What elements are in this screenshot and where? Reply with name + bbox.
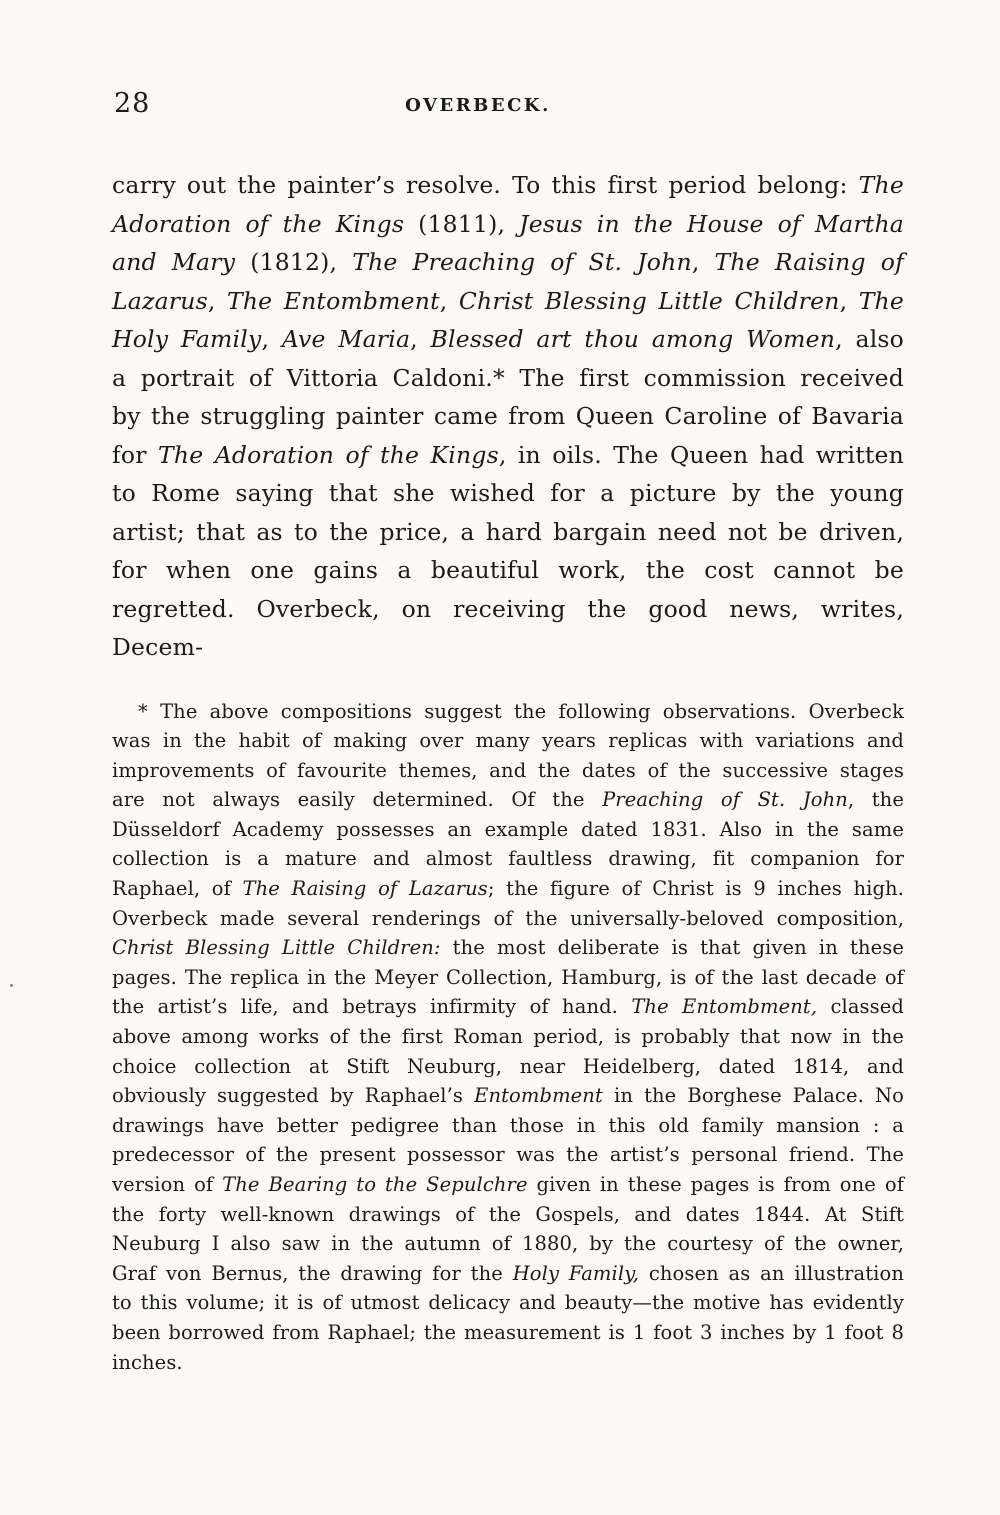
text-run: , in oils. The Queen had written to Rome saying that she wished for a picture by the young artist; that as to the price, a hard bargain need not be driven, for when one gains a beautiful work, the cost cannot be regretted. Overbeck, on receiving the good news, writes, Decem- bbox=[112, 440, 904, 661]
text-run: * The above compositions suggest the following observations. Overbeck was in the habit of making over many years replicas with variations and improvements of favourite themes, and the dates of the successive stages are not always easily determined. Of the bbox=[112, 699, 904, 812]
footnote-paragraph bbox=[112, 697, 904, 1378]
italic-text-run: The Bearing to the Sepulchre bbox=[222, 1173, 528, 1196]
text-run: , bbox=[207, 286, 227, 315]
italic-text-run: Preaching of St. John bbox=[602, 788, 848, 812]
italic-text-run: Christ Blessing Little Children bbox=[458, 286, 840, 315]
italic-text-run: Christ Blessing Little Children: bbox=[112, 936, 441, 960]
text-run: the most deliberate is that given in these pages. The replica in the Meyer Collection, Hamburg, is of the last decade of the artist’s life, and betrays infirmity of hand. bbox=[112, 936, 905, 1019]
text-run: , bbox=[410, 325, 431, 353]
text-run: (1811), bbox=[404, 209, 520, 238]
text-run: , bbox=[261, 325, 282, 353]
italic-text-run: The Entombment, bbox=[631, 995, 818, 1019]
italic-text-run: Blessed art thou among Women bbox=[430, 325, 836, 353]
text-run: , bbox=[839, 286, 859, 315]
italic-text-run: Holy Family, bbox=[512, 1261, 640, 1285]
italic-text-run: The Entombment bbox=[226, 286, 440, 315]
text-run: , bbox=[691, 248, 715, 276]
text-run: classed above among works of the first Roman period, is probably that now in the choice collection at Stift Neuburg, near Heidelberg, dated 1814, and obviously suggested by Raphael’s bbox=[112, 995, 904, 1108]
running-head: OVERBECK. bbox=[405, 95, 551, 116]
text-run: carry out the painter’s resolve. To this first period belong: bbox=[112, 171, 859, 199]
text-run: , the Düsseldorf Academy possesses an example dated 1831. Also in the same collection is a mature and almost faultless drawing, fit companion for Raphael, of bbox=[112, 788, 904, 901]
italic-text-run: The Raising of Lazarus bbox=[242, 877, 488, 901]
text-run: ; the figure of Christ is 9 inches high. Overbeck made several renderings of the universally-beloved composition, bbox=[112, 877, 905, 930]
text-run: (1812), bbox=[235, 248, 353, 276]
italic-text-run: The Raising of Lazarus bbox=[112, 248, 905, 315]
italic-text-run: The Adoration of the Kings bbox=[112, 171, 904, 238]
italic-text-run: Jesus in the House of Martha and Mary bbox=[112, 209, 904, 276]
main-paragraph bbox=[112, 166, 904, 667]
text-run: in the Borghese Palace. No drawings have better pedigree than those in this old family mansion : a predecessor of the present possessor was the artist’s personal friend. The version of bbox=[112, 1084, 904, 1196]
italic-text-run: Ave Maria bbox=[281, 325, 411, 353]
text-run: , also a portrait of Vittoria Caldoni.* The first commission received by the struggling painter came from Queen Caroline of Bavaria for bbox=[112, 325, 905, 469]
scan-speck bbox=[10, 984, 13, 987]
text-run: , bbox=[439, 286, 459, 315]
italic-text-run: The Holy Family bbox=[112, 286, 905, 353]
text-run: given in these pages is from one of the forty well-known drawings of the Gospels, and dates 1844. At Stift Neuburg I also saw in the autumn of 1880, by the courtesy of the owner, Graf von Bernus, the drawing for the bbox=[112, 1173, 905, 1285]
page-number: 28 bbox=[114, 88, 151, 119]
text-run: chosen as an illustration to this volume; it is of utmost delicacy and beauty—the motive has evidently been borrowed from Raphael; the measurement is 1 foot 3 inches by 1 foot 8 inches. bbox=[112, 1261, 904, 1374]
italic-text-run: The Adoration of the Kings bbox=[158, 440, 499, 469]
page-header bbox=[112, 88, 904, 128]
italic-text-run: The Preaching of St. John bbox=[352, 248, 692, 276]
italic-text-run: Entombment bbox=[474, 1084, 603, 1108]
